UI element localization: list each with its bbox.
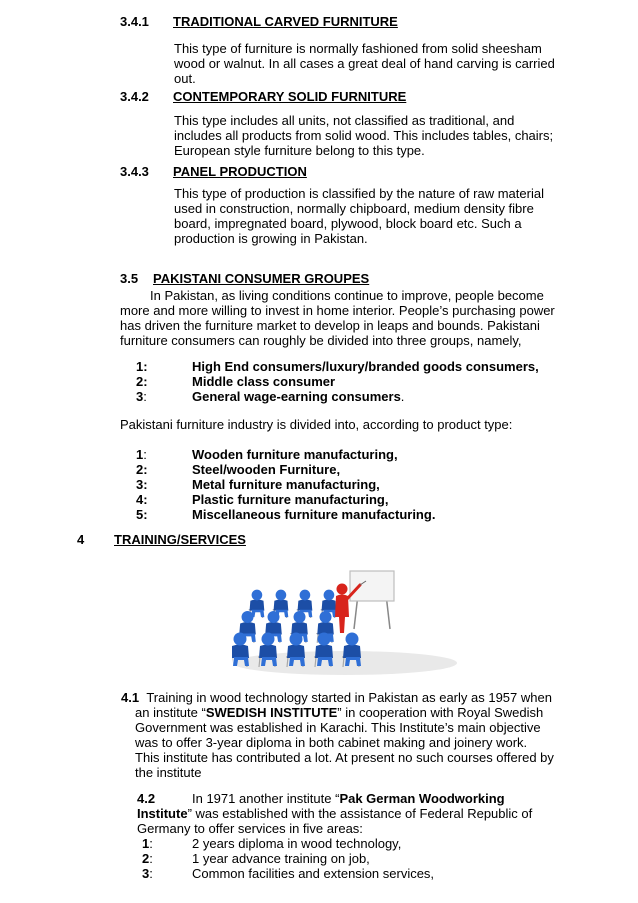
list-separator: :	[149, 851, 153, 866]
list-text: Common facilities and extension services,	[192, 866, 435, 881]
section-3-5-heading	[120, 271, 600, 286]
list-item	[136, 359, 596, 374]
body-line: This type of production is classified by the nature of raw material	[174, 186, 544, 201]
section-3-5-body	[120, 288, 590, 348]
list-item	[136, 492, 596, 507]
section-3-4-3-body	[174, 186, 594, 246]
list-number: 3:	[136, 477, 148, 492]
list-text: Metal furniture manufacturing,	[192, 477, 380, 492]
list-number: 2:	[136, 462, 148, 477]
section-3-4-2-heading	[120, 89, 600, 104]
body-line: Germany to offer services in five areas:	[137, 821, 363, 836]
list-number: 1:	[136, 359, 148, 374]
body-line: European style furniture belong to this type.	[174, 143, 425, 158]
section-4-2-body	[137, 791, 597, 836]
list-item	[136, 462, 596, 477]
list-item	[142, 866, 592, 881]
body-line: production is growing in Pakistan.	[174, 231, 368, 246]
list-number: 5:	[136, 507, 148, 522]
body-line: Training in wood technology started in Pakistan as early as 1957 when	[146, 690, 552, 705]
list-number: 1	[142, 836, 150, 851]
body-text: ” was established with the assistance of Federal Republic of	[187, 806, 533, 821]
section-4-heading	[77, 532, 577, 547]
section-number: 4.1	[121, 690, 140, 705]
body-line: includes all products from solid wood. This includes tables, chairs;	[174, 128, 554, 143]
body-line: This type of furniture is normally fashioned from solid sheesham	[174, 41, 542, 56]
section-title: PAKISTANI CONSUMER GROUPES	[153, 271, 370, 286]
list-item	[142, 836, 592, 851]
body-line: the institute	[135, 765, 202, 780]
presentation-board	[350, 571, 394, 629]
institute-name: Pak German Woodworking	[339, 791, 505, 806]
section-3-4-3-heading	[120, 164, 600, 179]
list-end: .	[400, 389, 405, 404]
list-separator: :	[149, 866, 153, 881]
body-line: This institute has contributed a lot. At present no such courses offered by	[135, 750, 554, 765]
section-title: PANEL PRODUCTION	[173, 164, 307, 179]
list-text: 1 year advance training on job,	[192, 851, 370, 866]
institute-name: Institute	[137, 806, 188, 821]
body-text: ” in cooperation with Royal Swedish	[337, 705, 544, 720]
section-title: TRADITIONAL CARVED FURNITURE	[173, 14, 398, 29]
list-text: Wooden furniture manufacturing,	[192, 447, 398, 462]
list-text: 2 years diploma in wood technology,	[192, 836, 402, 851]
section-number: 4	[77, 532, 85, 547]
list-text: General wage-earning consumers	[192, 389, 401, 404]
list-item	[136, 477, 596, 492]
body-line: has driven the furniture market to develop in leaps and bounds. Pakistani	[120, 318, 540, 333]
list-item	[136, 389, 596, 404]
body-line: more and more willing to invest in home interior. People’s purchasing power	[120, 303, 555, 318]
body-line: was to offer 3-year diploma in both cabinet making and joinery work.	[135, 735, 528, 750]
list-text: High End consumers/luxury/branded goods consumers,	[192, 359, 539, 374]
list-number: 3	[136, 389, 144, 404]
list-item	[136, 507, 596, 522]
section-title: CONTEMPORARY SOLID FURNITURE	[173, 89, 407, 104]
section-number: 4.2	[137, 791, 156, 806]
body-line: Government was established in Karachi. This Institute’s main objective	[135, 720, 541, 735]
industry-intro: Pakistani furniture industry is divided into, according to product type:	[120, 417, 513, 432]
list-separator: :	[143, 447, 147, 462]
list-number: 2:	[136, 374, 148, 389]
section-title: TRAINING/SERVICES	[114, 532, 246, 547]
body-line: This type includes all units, not classified as traditional, and	[174, 113, 515, 128]
list-item	[142, 851, 592, 866]
list-number: 3	[142, 866, 150, 881]
list-number: 2	[142, 851, 150, 866]
institute-name: SWEDISH INSTITUTE	[205, 705, 338, 720]
list-number: 1	[136, 447, 144, 462]
section-4-1-body	[121, 690, 601, 780]
body-line: furniture consumers can roughly be divided into three groups, namely,	[120, 333, 522, 348]
section-number: 3.4.3	[120, 164, 149, 179]
body-line: board, impregnated board, plywood, block board etc. Such a	[174, 216, 522, 231]
list-separator: :	[143, 389, 147, 404]
list-text: Middle class consumer	[192, 374, 336, 389]
body-line: In Pakistan, as living conditions continue to improve, people become	[150, 288, 544, 303]
section-3-4-1-body	[174, 41, 594, 86]
body-line: used in construction, normally chipboard, medium density fibre	[174, 201, 534, 216]
list-text: Plastic furniture manufacturing,	[192, 492, 389, 507]
body-line: out.	[174, 71, 196, 86]
section-number: 3.4.1	[120, 14, 149, 29]
body-text: an institute “	[135, 705, 206, 720]
list-separator: :	[149, 836, 153, 851]
body-text: In 1971 another institute “	[192, 791, 340, 806]
list-number: 4:	[136, 492, 148, 507]
list-item	[136, 374, 596, 389]
section-number: 3.4.2	[120, 89, 149, 104]
section-3-4-1-heading	[120, 14, 600, 29]
list-text: Steel/wooden Furniture,	[192, 462, 341, 477]
classroom-presentation-icon	[232, 565, 458, 675]
list-text: Miscellaneous furniture manufacturing.	[192, 507, 436, 522]
body-line: wood or walnut. In all cases a great deal of hand carving is carried	[174, 56, 555, 71]
list-item	[136, 447, 596, 462]
section-number: 3.5	[120, 271, 139, 286]
section-3-4-2-body	[174, 113, 594, 158]
